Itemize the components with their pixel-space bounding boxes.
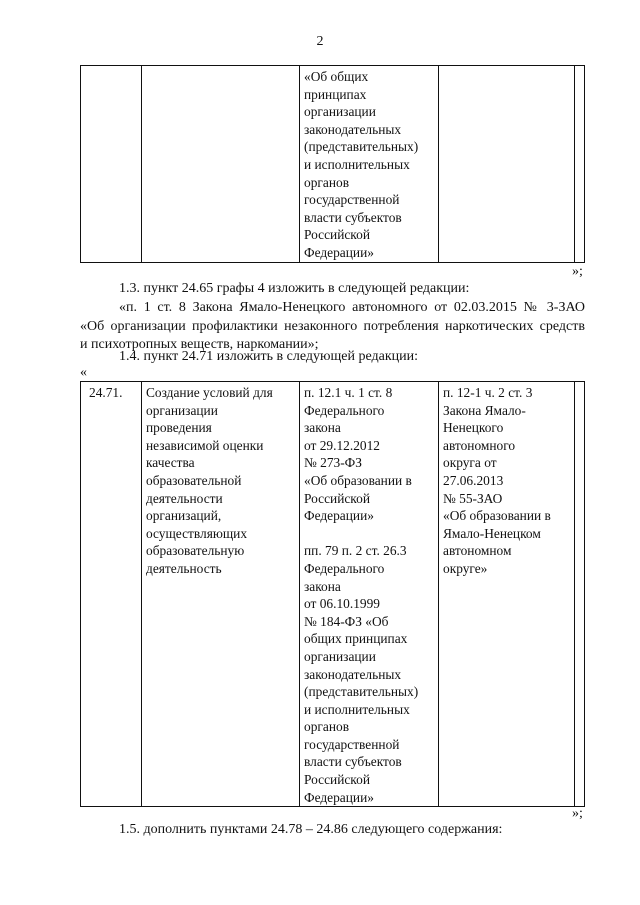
item-1-5-heading: 1.5. дополнить пунктами 24.78 – 24.86 следующего содержания: xyxy=(119,822,503,837)
table-cell-regional-basis xyxy=(439,66,575,263)
table-cell-last xyxy=(575,66,585,263)
table-cell-activity: Создание условий для организации проведения независимой оценки качества образовательной деятельности организаций, осуществляющих образовательную деятельность xyxy=(142,382,300,807)
table-cell-last xyxy=(575,382,585,807)
opening-quote-mark: « xyxy=(80,365,87,380)
item-1-3-line-3: и психотропных веществ, наркомании»; xyxy=(80,337,319,352)
table-item-24-71 xyxy=(80,381,585,807)
table-cell-number: 24.71. xyxy=(81,382,142,807)
table-row xyxy=(81,382,585,807)
table-cell-federal-basis: «Об общих принципах организации законодательных (представительных) и исполнительных органов государственной власти субъектов Российской Федерации» xyxy=(300,66,439,263)
item-1-3-line-1: «п. 1 ст. 8 Закона Ямало-Ненецкого автономного от 02.03.2015 № 3-ЗАО xyxy=(119,300,585,315)
table-cell-activity xyxy=(142,66,300,263)
closing-quote-mark: »; xyxy=(572,806,583,821)
item-1-3-line-2: «Об организации профилактики незаконного потребления наркотических средств xyxy=(80,319,585,334)
table-row xyxy=(81,66,585,263)
table-cell-federal-basis: п. 12.1 ч. 1 ст. 8 Федерального закона от 29.12.2012 № 273-ФЗ «Об образовании в Российской Федерации» пп. 79 п. 2 ст. 26.3 Федерального закона от 06.10.1999 № 184-ФЗ «Об общих принципах организации законодательных (представительных) и исполнительных органов государственной власти субъектов Российской Федерации» xyxy=(300,382,439,807)
table-cell-number xyxy=(81,66,142,263)
table-continuation xyxy=(80,65,585,263)
table-cell-regional-basis: п. 12-1 ч. 2 ст. 3 Закона Ямало- Ненецкого автономного округа от 27.06.2013 № 55-ЗАО «Об образовании в Ямало-Ненецком автономном округе» xyxy=(439,382,575,807)
page-number: 2 xyxy=(316,34,324,49)
closing-quote-mark: »; xyxy=(572,264,583,279)
item-1-4-heading: 1.4. пункт 24.71 изложить в следующей редакции: xyxy=(119,349,418,364)
item-1-3-heading: 1.3. пункт 24.65 графы 4 изложить в следующей редакции: xyxy=(119,281,470,296)
